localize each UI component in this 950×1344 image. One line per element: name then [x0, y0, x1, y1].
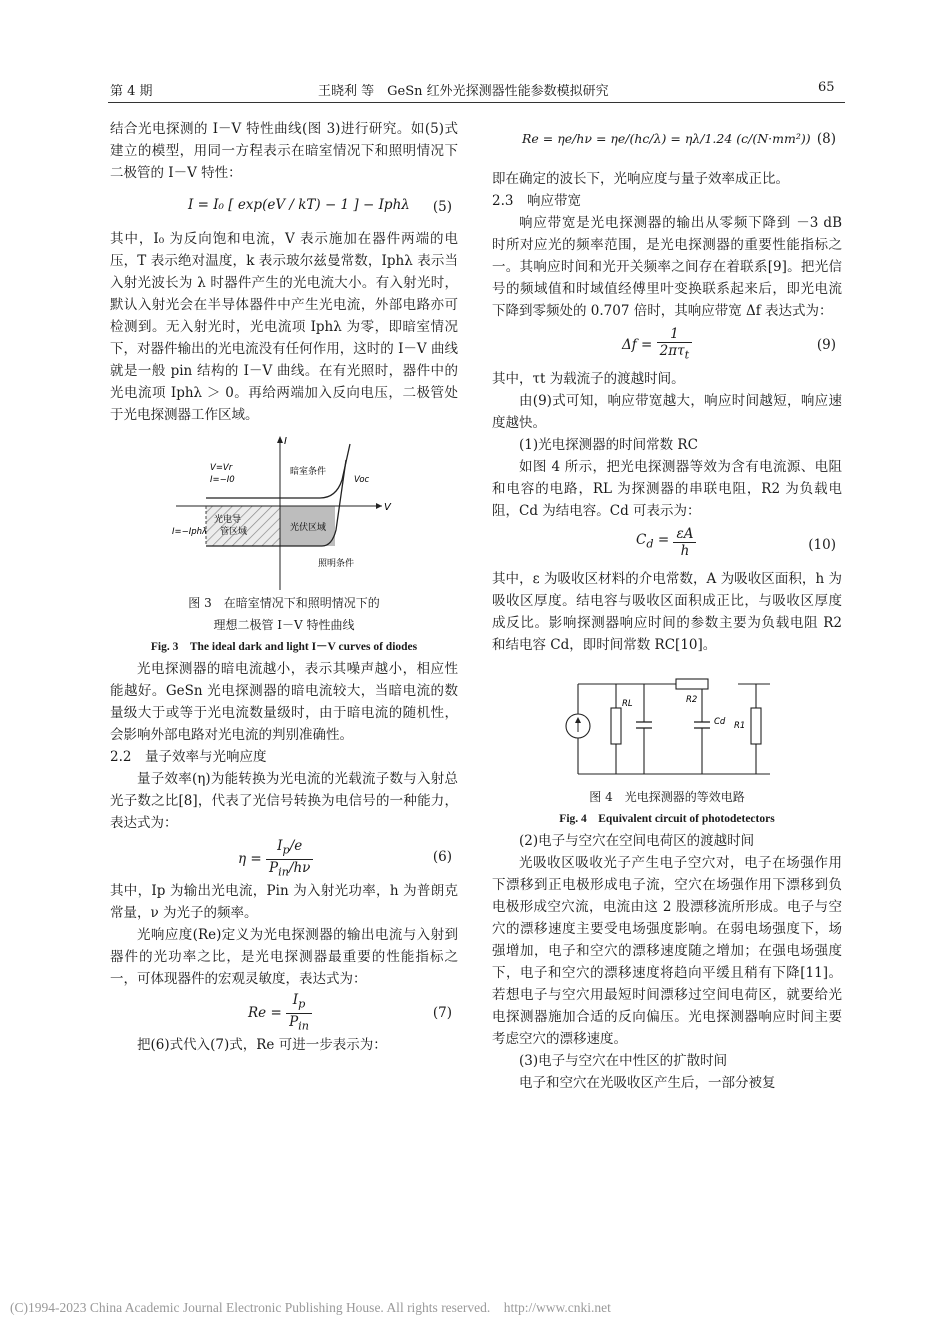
- equation-6: [110, 834, 458, 880]
- paragraph: 其中，Ip 为输出光电流，Pin 为入射光功率，h 为普朗克常量，ν 为光子的频率。: [110, 883, 458, 921]
- fig3-iv-curves: [110, 430, 458, 592]
- paragraph: 响应带宽是光电探测器的输出从零频下降到 －3 dB 时所对应光的频率范围，是光电探测器的重要性能指标之一。其响应时间和光开关频率之间存在着联系[9]。把光信号的频域值和时域值经傅里叶变换联系起来后，即光电流下降到零频处的 0.707 倍时，其响应带宽 Δf 表达式为：: [492, 215, 842, 319]
- equation-8: [492, 128, 842, 168]
- paragraph: 光响应度(Re)定义为光电探测器的输出电流与入射到器件的光功率之比，是光电探测器最重要的性能指标之一，可体现器件的宏观灵敏度，表达式为：: [110, 927, 458, 987]
- equation-number: (6): [432, 849, 452, 865]
- photovoltaic-label: 光伏区域: [290, 523, 327, 533]
- capacitor: [636, 722, 710, 728]
- v-eq-label: V=Vr: [210, 463, 233, 473]
- axis-i-label: I: [284, 436, 287, 447]
- paragraph: 量子效率(η)为能转换为光电流的光载流子数与入射总光子数之比[8]，代表了光信号转换为电信号的一种能力，表达式为：: [110, 771, 458, 831]
- equation-9-formula: Δf = $\frac{1}{2\pi\tau_t}$: [622, 326, 692, 364]
- fig4-equivalent-circuit: [492, 664, 842, 784]
- equation-6-formula: η = $\frac{I_p/e}{P_{in}/h\nu}$: [238, 838, 313, 880]
- axis-v-label: V: [384, 502, 391, 513]
- header-rule: [108, 102, 845, 103]
- paragraph: 电子和空穴在光吸收区产生后，一部分被复: [519, 1075, 776, 1091]
- paragraph: (2)电子与空穴在空间电荷区的渡越时间: [519, 833, 755, 849]
- photoconductive-label-2: 管区域: [220, 527, 248, 537]
- equation-8-formula: Re = ηe/hν = ηe/(hc/λ) = ηλ/1.24 (c/(N·mm²)): [522, 131, 811, 146]
- photoconductive-label: 光电导: [214, 515, 242, 525]
- paragraph: (1)光电探测器的时间常数 RC: [519, 437, 698, 453]
- paragraph: 其中，ε 为吸收区材料的介电常数，A 为吸收区面积，h 为吸收区厚度。结电容与吸收区面积成正比，与吸收区厚度成反比。影响探测器响应时间的参数主要为负载电阻 R2 和结电容 Cd，即时间常数 RC[10]。: [492, 571, 842, 653]
- dark-condition-label: 暗室条件: [290, 467, 327, 477]
- label-r1: R1: [734, 721, 746, 731]
- equation-7-formula: Re = $\frac{I_p}{P_{in}}$: [248, 992, 312, 1034]
- right-column: [492, 128, 842, 1094]
- equation-number: (8): [816, 131, 836, 147]
- paragraph: 光吸收区吸收光子产生电子空穴对，电子在场强作用下漂移到正电极形成电子流，空穴在场强作用下漂移到负电极形成空穴流，电流由这 2 股漂移流所形成。电子与空穴的漂移速度主要受电场强度影响。在弱电场强度下，场强增加，电子和空穴的漂移速度随之增加；在强电场强度下，电子和空穴的漂移速度将趋向平缓且稍有下降[11]。若想电子与空穴用最短时间漂移过空间电荷区，就要给光电探测器施加合适的反向偏压。光电探测器响应时间主要考虑空穴的漂移速度。: [492, 855, 842, 1047]
- i-axis-arrow: [277, 436, 283, 443]
- equation-number: (7): [432, 1005, 452, 1021]
- resistor-rl: [611, 708, 621, 744]
- section-heading-2-3: 2.3 响应带宽: [492, 193, 581, 209]
- current-source: [566, 714, 590, 738]
- resistor-r1: [751, 708, 761, 744]
- copyright-footer: (C)1994-2023 China Academic Journal Electronic Publishing House. All rights reserved. http://www.cnki.net: [10, 1300, 611, 1315]
- equation-9: [492, 322, 842, 368]
- paragraph: 由(9)式可知，响应带宽越大，响应时间越短，响应速度越快。: [492, 393, 842, 431]
- running-title: 王晓利 等 GeSn 红外光探测器性能参数模拟研究: [318, 84, 609, 99]
- equation-number: (5): [432, 199, 452, 215]
- paragraph: 其中，τt 为载流子的渡越时间。: [492, 371, 685, 387]
- left-column: [110, 118, 458, 1056]
- paragraph: 光电探测器的暗电流越小，表示其噪声越小，相应性能越好。GeSn 光电探测器的暗电流较大，当暗电流的数量级大于或等于光电流数量级时，由于暗电流的随机性，会影响外部电路对光电流的判别准确性。: [110, 661, 458, 743]
- voc-label: Voc: [354, 475, 370, 485]
- issue-label: 第 4 期: [110, 84, 153, 99]
- equation-5-formula: I = I₀ [ exp(eV / kT) − 1 ] − Iphλ: [188, 197, 410, 213]
- equation-10: [492, 522, 842, 568]
- fig3-caption-en: Fig. 3 The ideal dark and light I－V curves of diodes: [150, 641, 418, 653]
- resistor-r2: [676, 679, 708, 689]
- label-rl: RL: [622, 699, 633, 709]
- fig4-caption-en: Fig. 4 Equivalent circuit of photodetectors: [559, 813, 775, 825]
- i-eq-label: I=−I0: [210, 475, 235, 485]
- paragraph: 结合光电探测的 I－V 特性曲线(图 3)进行研究。如(5)式建立的模型，用同一方程表示在暗室情况下和照明情况下二极管的 I－V 特性：: [110, 121, 458, 181]
- paragraph: 即在确定的波长下，光响应度与量子效率成正比。: [492, 171, 789, 187]
- fig3-caption-line2: 理想二极管 I－V 特性曲线: [213, 618, 355, 632]
- photoconductive-region: [206, 506, 280, 546]
- section-heading-2-2: 2.2 量子效率与光响应度: [110, 749, 267, 765]
- iph-label: I=−Iphλ: [172, 527, 208, 537]
- equation-number: (10): [808, 537, 836, 553]
- label-cd: Cd: [714, 717, 726, 727]
- paragraph: 把(6)式代入(7)式，Re 可进一步表示为：: [137, 1037, 387, 1053]
- label-r2: R2: [686, 695, 698, 705]
- equation-5: [110, 184, 458, 228]
- equation-10-formula: $C_d$ = $\frac{\varepsilon A}{h}$: [636, 526, 696, 559]
- paragraph: (3)电子与空穴在中性区的扩散时间: [519, 1053, 728, 1069]
- fig3-caption: 图 3 在暗室情况下和照明情况下的: [188, 596, 380, 610]
- equation-number: (9): [816, 337, 836, 353]
- paragraph: 其中，I₀ 为反向饱和电流，V 表示施加在器件两端的电压，T 表示绝对温度，k 表示玻尔兹曼常数，Iphλ 表示当入射光波长为 λ 时器件产生的光电流大小。有入射光时，默认入射光会在半导体器件中产生光电流，外部电路亦可检测到。无入射光时，光电流项 Iphλ 为零，即暗室情况下，对器件输出的光电流没有任何作用，这时的 I－V 曲线就是一般 pin 结构的 I－V 曲线。在有光照时，器件中的光电流项 Iphλ ＞ 0。再给两端加入反向电压，二极管处于光电探测器工作区域。: [110, 231, 458, 423]
- light-condition-label: 照明条件: [318, 559, 355, 569]
- paragraph: 如图 4 所示，把光电探测器等效为含有电流源、电阻和电容的电路，RL 为探测器的串联电阻，R2 为负载电阻，Cd 为结电容。Cd 可表示为：: [492, 459, 842, 519]
- equation-7: [110, 990, 458, 1034]
- fig4-caption: 图 4 光电探测器的等效电路: [589, 790, 745, 804]
- page-number: 65: [818, 80, 835, 95]
- v-axis-arrow: [376, 503, 382, 509]
